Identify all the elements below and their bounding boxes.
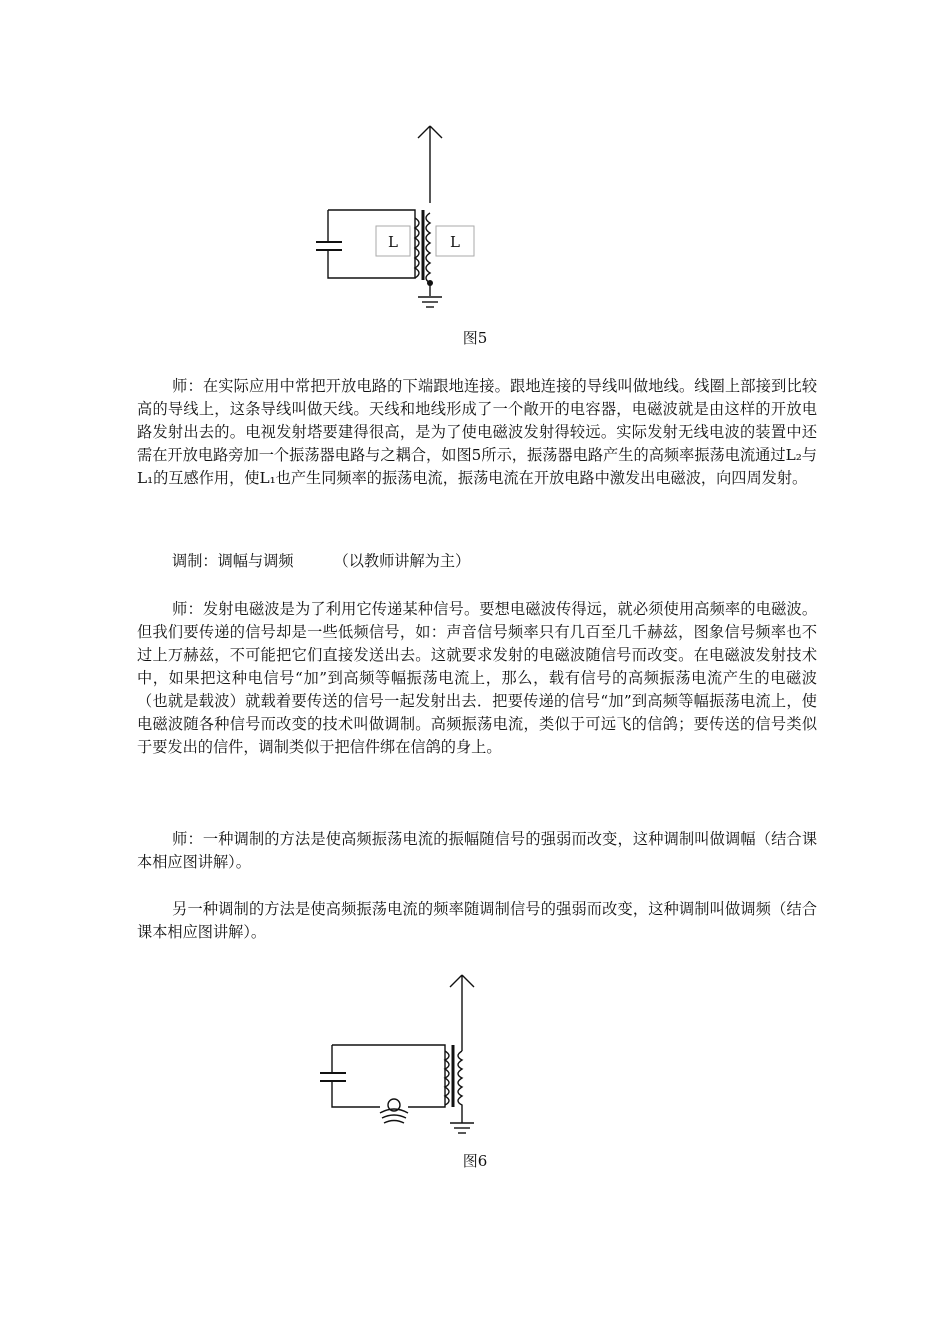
ground-icon xyxy=(418,297,442,307)
figure-5-caption: 图5 xyxy=(462,329,488,347)
coil-l2-icon xyxy=(415,218,419,278)
figure-6-caption: 图6 xyxy=(462,1152,488,1170)
coil-label-left: L xyxy=(388,233,398,251)
paragraph-open-circuit: 师：在实际应用中常把开放电路的下端跟地连接。跟地连接的导线叫做地线。线圈上部接到比较高的导线上，这条导线叫做天线。天线和地线形成了一个敞开的电容器，电磁波就是由这样的开放电路发射出去的。电视发射塔要建得很高，是为了使电磁波发射得较远。实际发射无线电波的装置中还需在开放电路旁加一个振荡器电路与之耦合，如图5所示，振荡器电路产生的高频率振荡电流通过L₂与L₁的互感作用，使L₁也产生同频率的振荡电流，振荡电流在开放电路中激发出电磁波，向四周发射。 xyxy=(137,377,817,487)
ground-icon xyxy=(450,1123,474,1133)
figure-5-circuit xyxy=(300,118,500,318)
coil-l1-icon xyxy=(426,213,430,283)
paragraph-modulation: 师：发射电磁波是为了利用它传递某种信号。要想电磁波传得远，就必须使用高频率的电磁波。但我们要传递的信号却是一些低频信号，如：声音信号频率只有几百至几千赫兹，图象信号频率也不过上万赫兹，不可能把它们直接发送出去。这就要求发射的电磁波随信号而改变。在电磁波发射技术中，如果把这种电信号“加”到高频等幅振荡电流上，那么，载有信号的高频振荡电流产生的电磁波（也就是载波）就载着要传送的信号一起发射出去．把要传递的信号“加”到高频等幅振荡电流上，使电磁波随各种信号而改变的技术叫做调制。高频振荡电流，类似于可远飞的信鸽；要传送的信号类似于要发出的信件，调制类似于把信件绑在信鸽的身上。 xyxy=(137,600,817,756)
coil-right-icon xyxy=(458,1051,462,1123)
paragraph-fm: 另一种调制的方法是使高频振荡电流的频率随调制信号的强弱而改变，这种调制叫做调频（结合课本相应图讲解）。 xyxy=(137,900,817,941)
heading-title: 调制：调幅与调频 xyxy=(172,552,294,570)
section-heading xyxy=(172,550,470,571)
figure-6-circuit xyxy=(310,965,510,1145)
coil-label-right: L xyxy=(450,233,460,251)
antenna-icon xyxy=(450,975,474,1051)
coil-left-icon xyxy=(445,1051,449,1105)
heading-note: （以教师讲解为主） xyxy=(333,552,471,570)
paragraph-am: 师：一种调制的方法是使高频振荡电流的振幅随信号的强弱而改变，这种调制叫做调幅（结合课本相应图讲解）。 xyxy=(137,830,817,871)
microphone-icon xyxy=(380,1099,408,1123)
antenna-icon xyxy=(418,126,442,203)
